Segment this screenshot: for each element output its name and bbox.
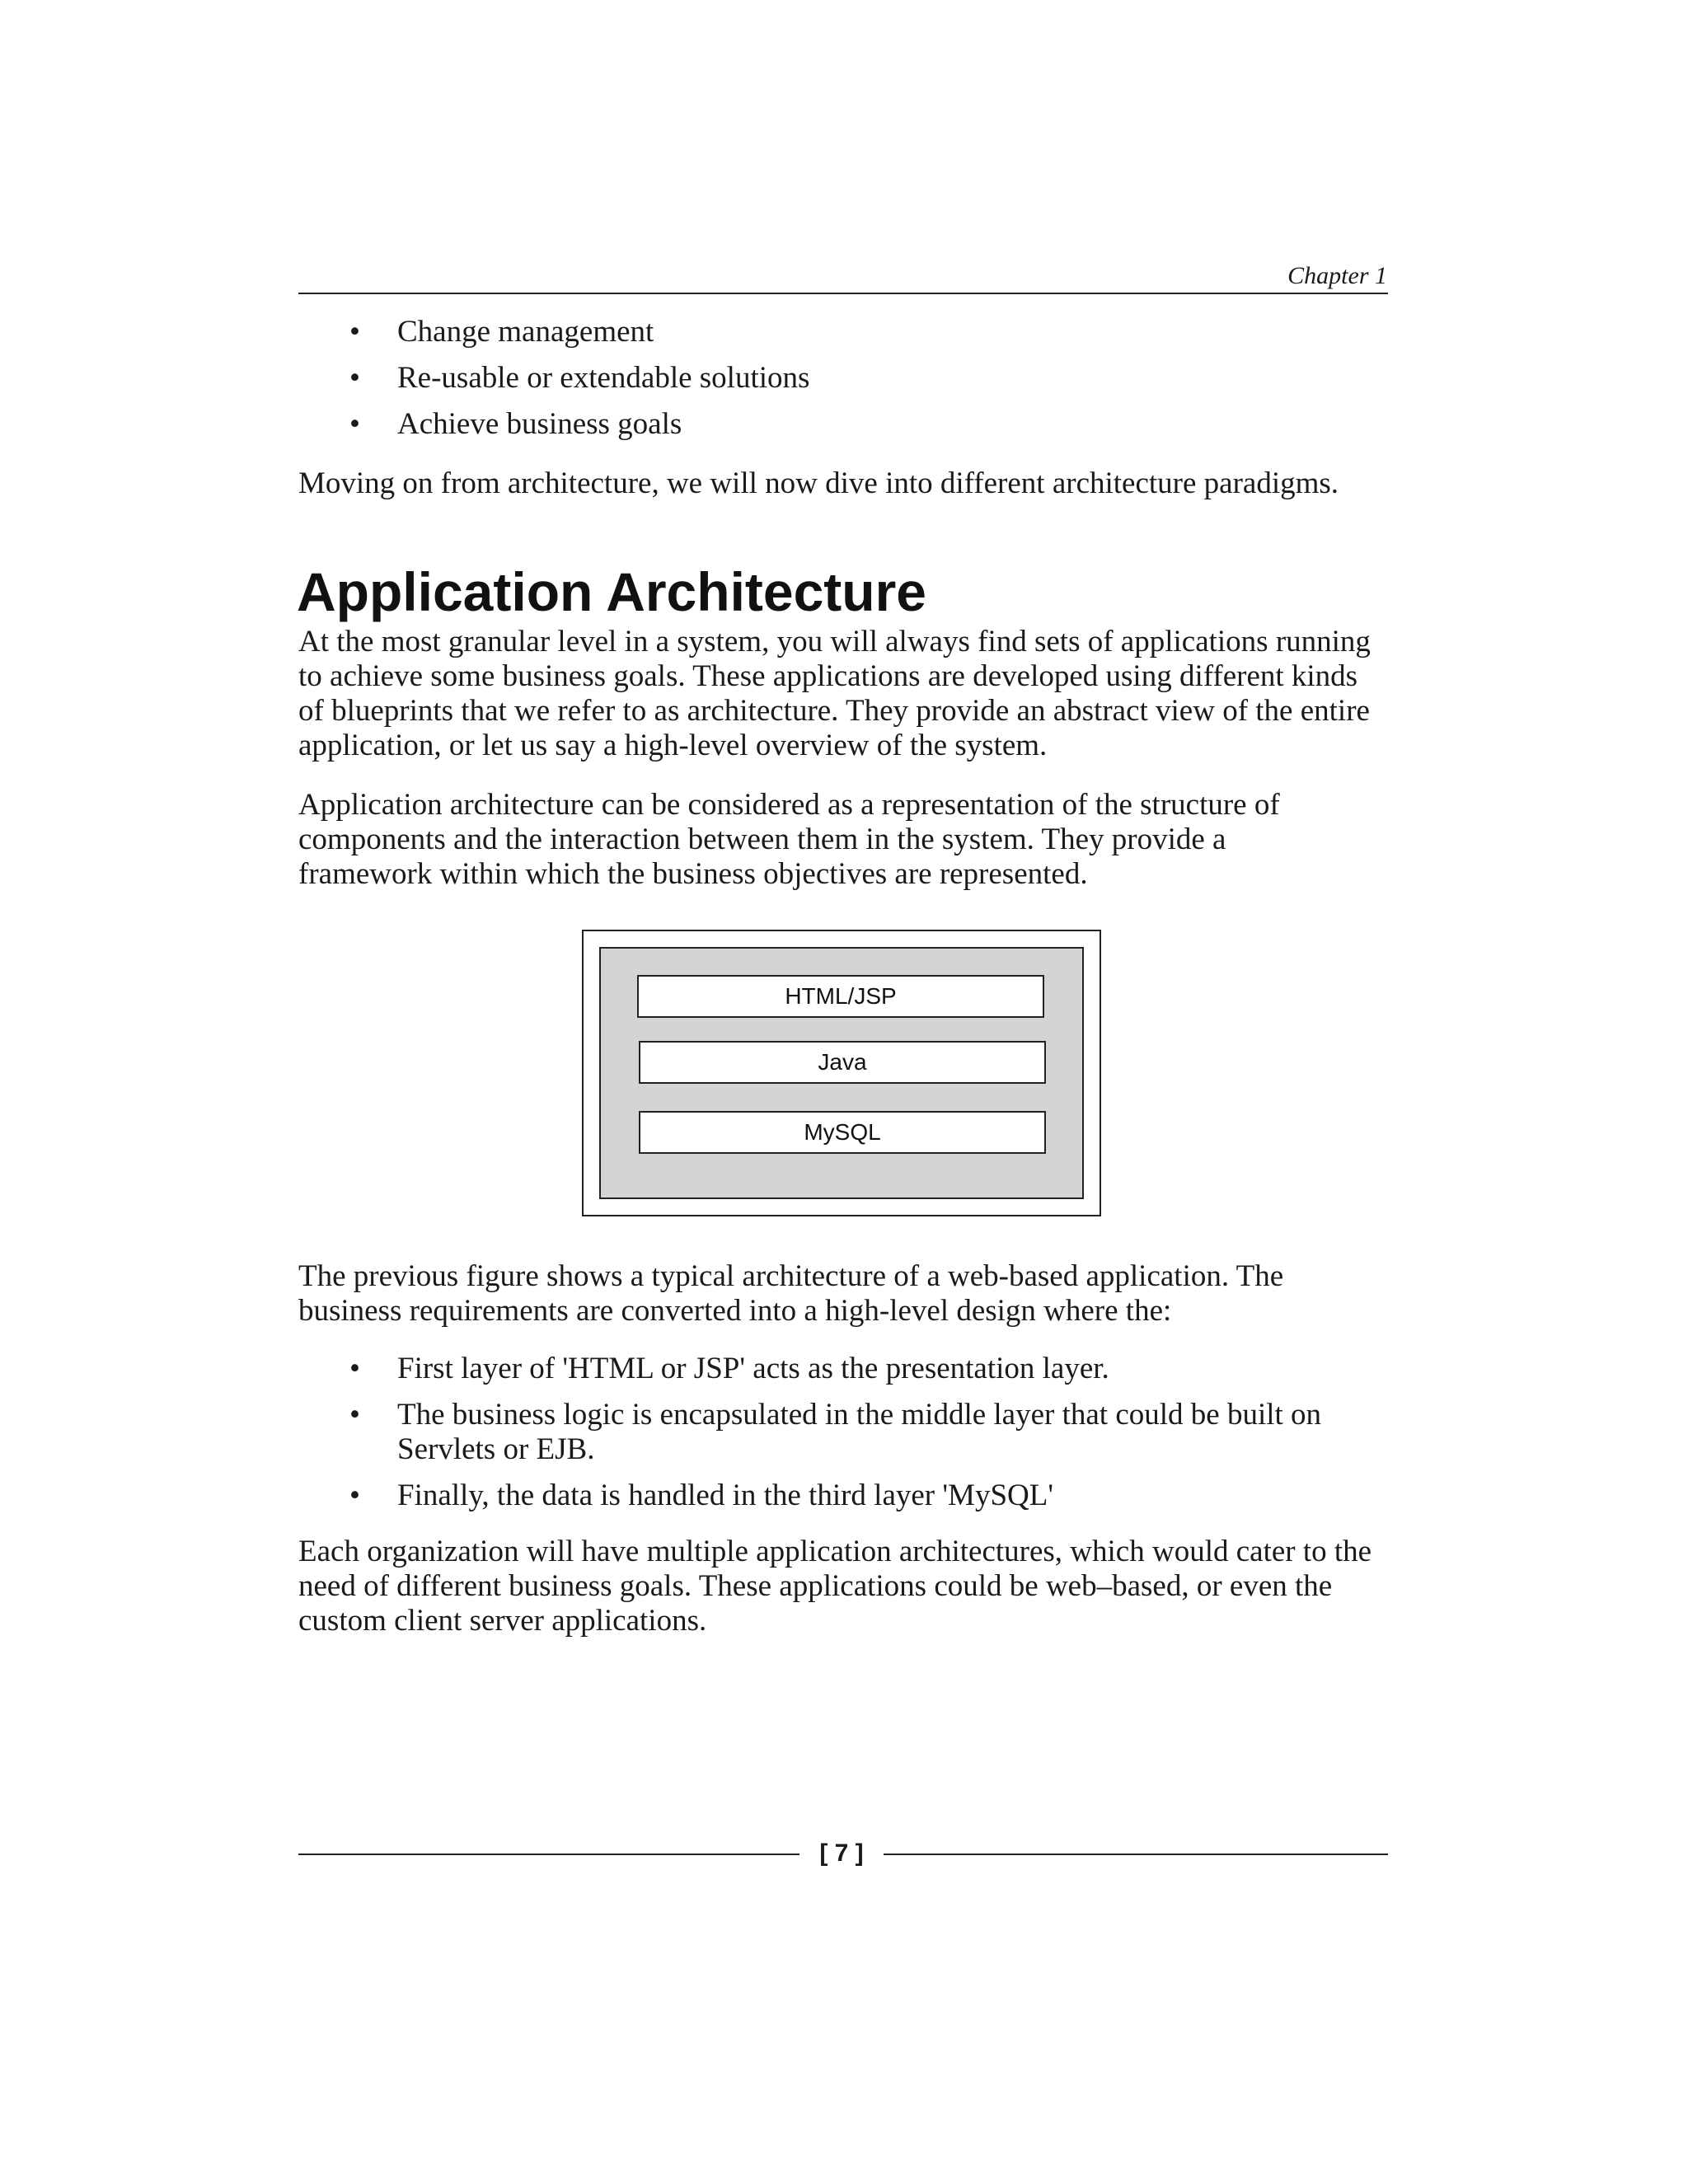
body-paragraph: The previous figure shows a typical architecture of a web-based application. The business requirements are converted into a high-level design where the: xyxy=(298,1259,1284,1328)
body-paragraph: Each organization will have multiple application architectures, which would cater to the need of different business goals. These applications could be web–based, or even the custom client server applications. xyxy=(298,1535,1372,1638)
top-bullet-list-block xyxy=(298,315,1388,453)
body-paragraph: At the most granular level in a system, you will always find sets of applications running to achieve some business goals. These applications are developed using different kinds of blueprints that we refer to as architecture. They provide an abstract view of the entire application, or let us say a high-level overview of the system. xyxy=(298,625,1371,762)
layer-mysql: MySQL xyxy=(639,1111,1046,1154)
page-number: [ 7 ] xyxy=(819,1840,864,1867)
bullet-icon: • xyxy=(349,1398,360,1432)
architecture-diagram xyxy=(582,930,1101,1216)
section-heading: Application Architecture xyxy=(297,561,926,622)
bullet-icon: • xyxy=(349,1352,360,1385)
header-rule xyxy=(298,293,1388,294)
list-item: • Achieve business goals xyxy=(349,407,682,441)
section-paragraph-1-block xyxy=(298,625,1388,763)
bullet-icon: • xyxy=(349,361,360,395)
top-bullet-list xyxy=(298,315,1388,442)
list-item: • Finally, the data is handled in the third layer 'MySQL' xyxy=(349,1479,1054,1512)
list-item: • The business logic is encapsulated in the middle layer that could be built on Servlets or EJB. xyxy=(349,1398,1322,1466)
list-item: • First layer of 'HTML or JSP' acts as the presentation layer. xyxy=(349,1352,1109,1385)
closing-block xyxy=(298,1535,1388,1638)
diagram-panel xyxy=(599,947,1084,1199)
section-paragraph-2-block xyxy=(298,788,1353,892)
intro-block xyxy=(298,466,1388,501)
layer-bullet-list xyxy=(298,1352,1388,1513)
list-item: • Change management xyxy=(349,315,654,349)
body-paragraph: Application architecture can be considered as a representation of the structure of components and the interaction between them in the system. They provide a framework within which the business objectives are represented. xyxy=(298,788,1280,891)
layer-html-jsp: HTML/JSP xyxy=(637,975,1044,1018)
chapter-label: Chapter 1 xyxy=(1287,262,1387,289)
intro-paragraph: Moving on from architecture, we will now dive into different architecture paradigms. xyxy=(298,466,1339,500)
footer-rule-right xyxy=(884,1854,1388,1855)
bullet-icon: • xyxy=(349,315,360,349)
bullet-icon: • xyxy=(349,407,360,441)
list-item: • Re-usable or extendable solutions xyxy=(349,361,810,395)
footer-rule-left xyxy=(298,1854,799,1855)
layer-bullet-list-block xyxy=(298,1352,1388,1525)
after-figure-block xyxy=(298,1259,1388,1329)
layer-java: Java xyxy=(639,1041,1046,1084)
bullet-icon: • xyxy=(349,1479,360,1512)
